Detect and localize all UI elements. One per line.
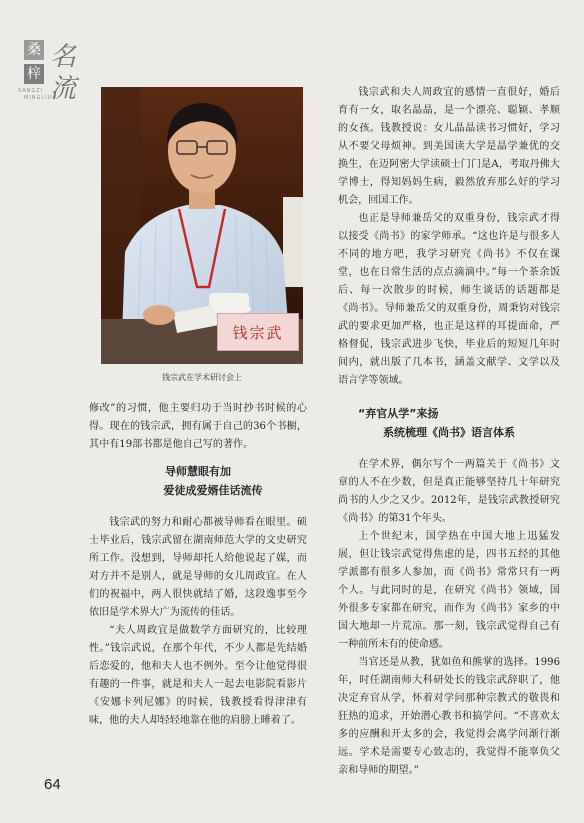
paragraph: 钱宗武的努力和耐心都被导师看在眼里。硕士毕业后，钱宗武留在湖南师范大学的文史研究所工作。没想到，导师却托人给他说起了媒，而对方并不是别人，就是导师的女儿周政宜。在人们的祝福中，两人很快就结了婚，这段逸事至今依旧是学术界大广为流传的佳话。 xyxy=(89,517,307,618)
nameplate-card xyxy=(217,313,299,351)
nameplate-text: 钱宗武 xyxy=(232,323,284,342)
portrait-photo xyxy=(101,87,303,364)
masthead-char-zi: 梓 xyxy=(24,64,44,84)
column-masthead xyxy=(14,28,94,108)
section-heading-line-1: “弃官从学”来扬 xyxy=(358,407,439,420)
section-heading-line-2: 爱徒成爱婿佳话流传 xyxy=(163,484,263,497)
paragraph: 上个世纪末，国学热在中国大地上迅猛发展，但让钱宗武觉得焦虑的是，四书五经的其他学派都有很多人参加，而《尚书》常常只有一两个人。与此同时的是，在研究《尚书》领域，国外很多专家都在研究，而作为《尚书》家乡的中国大地却一片荒凉。那一刻，钱宗武觉得自己有一种前所未有的使命感。 xyxy=(338,531,560,650)
masthead-char-ming: 名 xyxy=(50,42,77,72)
paragraph: 修改”的习惯，他主要归功于当时抄书时候的心得。现在的钱宗武，拥有属于自己的36个书橱，其中有19部书都是他自己写的著作。 xyxy=(89,403,307,450)
section-heading-line-1: 导师慧眼有加 xyxy=(165,465,231,478)
masthead-char-sang: 桑 xyxy=(24,40,44,60)
paragraph: 在学术界，偶尔写个一两篇关于《尚书》文章的人不在少数，但是真正能够坚持几十年研究尚书的人少之又少。2012年，是钱宗武教授研究《尚书》的第31个年头。 xyxy=(338,459,560,524)
paragraph: “夫人周政宜是做数学方面研究的，比较理性。”钱宗武说，在那个年代，不少人都是先结婚后恋爱的，他和夫人也不例外。至今让他觉得很有趣的一件事，就是和夫人一起去电影院看影片《安娜卡列尼娜》的时候，钱教授看得津津有味，他的夫人却轻轻地靠在他的肩膀上睡着了。 xyxy=(89,625,307,726)
masthead-latin-mingliu: MINGLIU xyxy=(24,95,53,101)
photo-caption: 钱宗武在学术研讨会上 xyxy=(162,373,242,382)
paragraph: 也正是导师兼岳父的双重身份，钱宗武才得以接受《尚书》的家学师承。“这也许是与很多人不同的地方吧，我学习研究《尚书》不仅在课堂，也在日常生活的点点滴滴中。”每一个茶余饭后、每一次散步的时候，师生谈话的话题都是《尚书》。导师兼岳父的双重身份，周秉钧对钱宗武的要求更加严格，也正是这样的耳提面命，严格督促，钱宗武进步飞快，毕业后的短短几年时间内，就出版了几本书，涵盖文献学、文学以及语言学等领域。 xyxy=(338,213,560,386)
section-heading-line-2: 系统梳理《尚书》语言体系 xyxy=(383,426,515,439)
masthead-latin-sangzi: SANGZI xyxy=(18,88,44,94)
page-number: 64 xyxy=(44,776,61,793)
right-column xyxy=(338,84,560,780)
masthead-char-liu: 流 xyxy=(50,74,77,104)
paragraph: 当官还是从教，犹如鱼和熊掌的选择。1996年，时任湖南师大科研处长的钱宗武辞职了，他决定弃官从学，怀着对学问那种宗教式的敬畏和狂热的追求，开始潜心教书和搞学问。“不喜欢太多的应酬和开太多的会，我觉得会离学问渐行渐远。学术是需要专心致志的，我觉得不能辜负父亲和导师的期望。” xyxy=(338,657,560,776)
left-column xyxy=(89,400,307,730)
paragraph: 钱宗武和夫人周政宜的感情一直很好，婚后育有一女，取名晶晶，是一个漂亮、聪颖、孝顺的女孩。钱教授说：女儿晶晶读书习惯好，学习从不要父母烦神。到美国读大学是晶学兼优的交换生，在迈阿密大学读硕士门门是A，考取丹佛大学博士，得知妈妈生病，毅然放弃那么好的学习机会，回国工作。 xyxy=(338,87,560,206)
